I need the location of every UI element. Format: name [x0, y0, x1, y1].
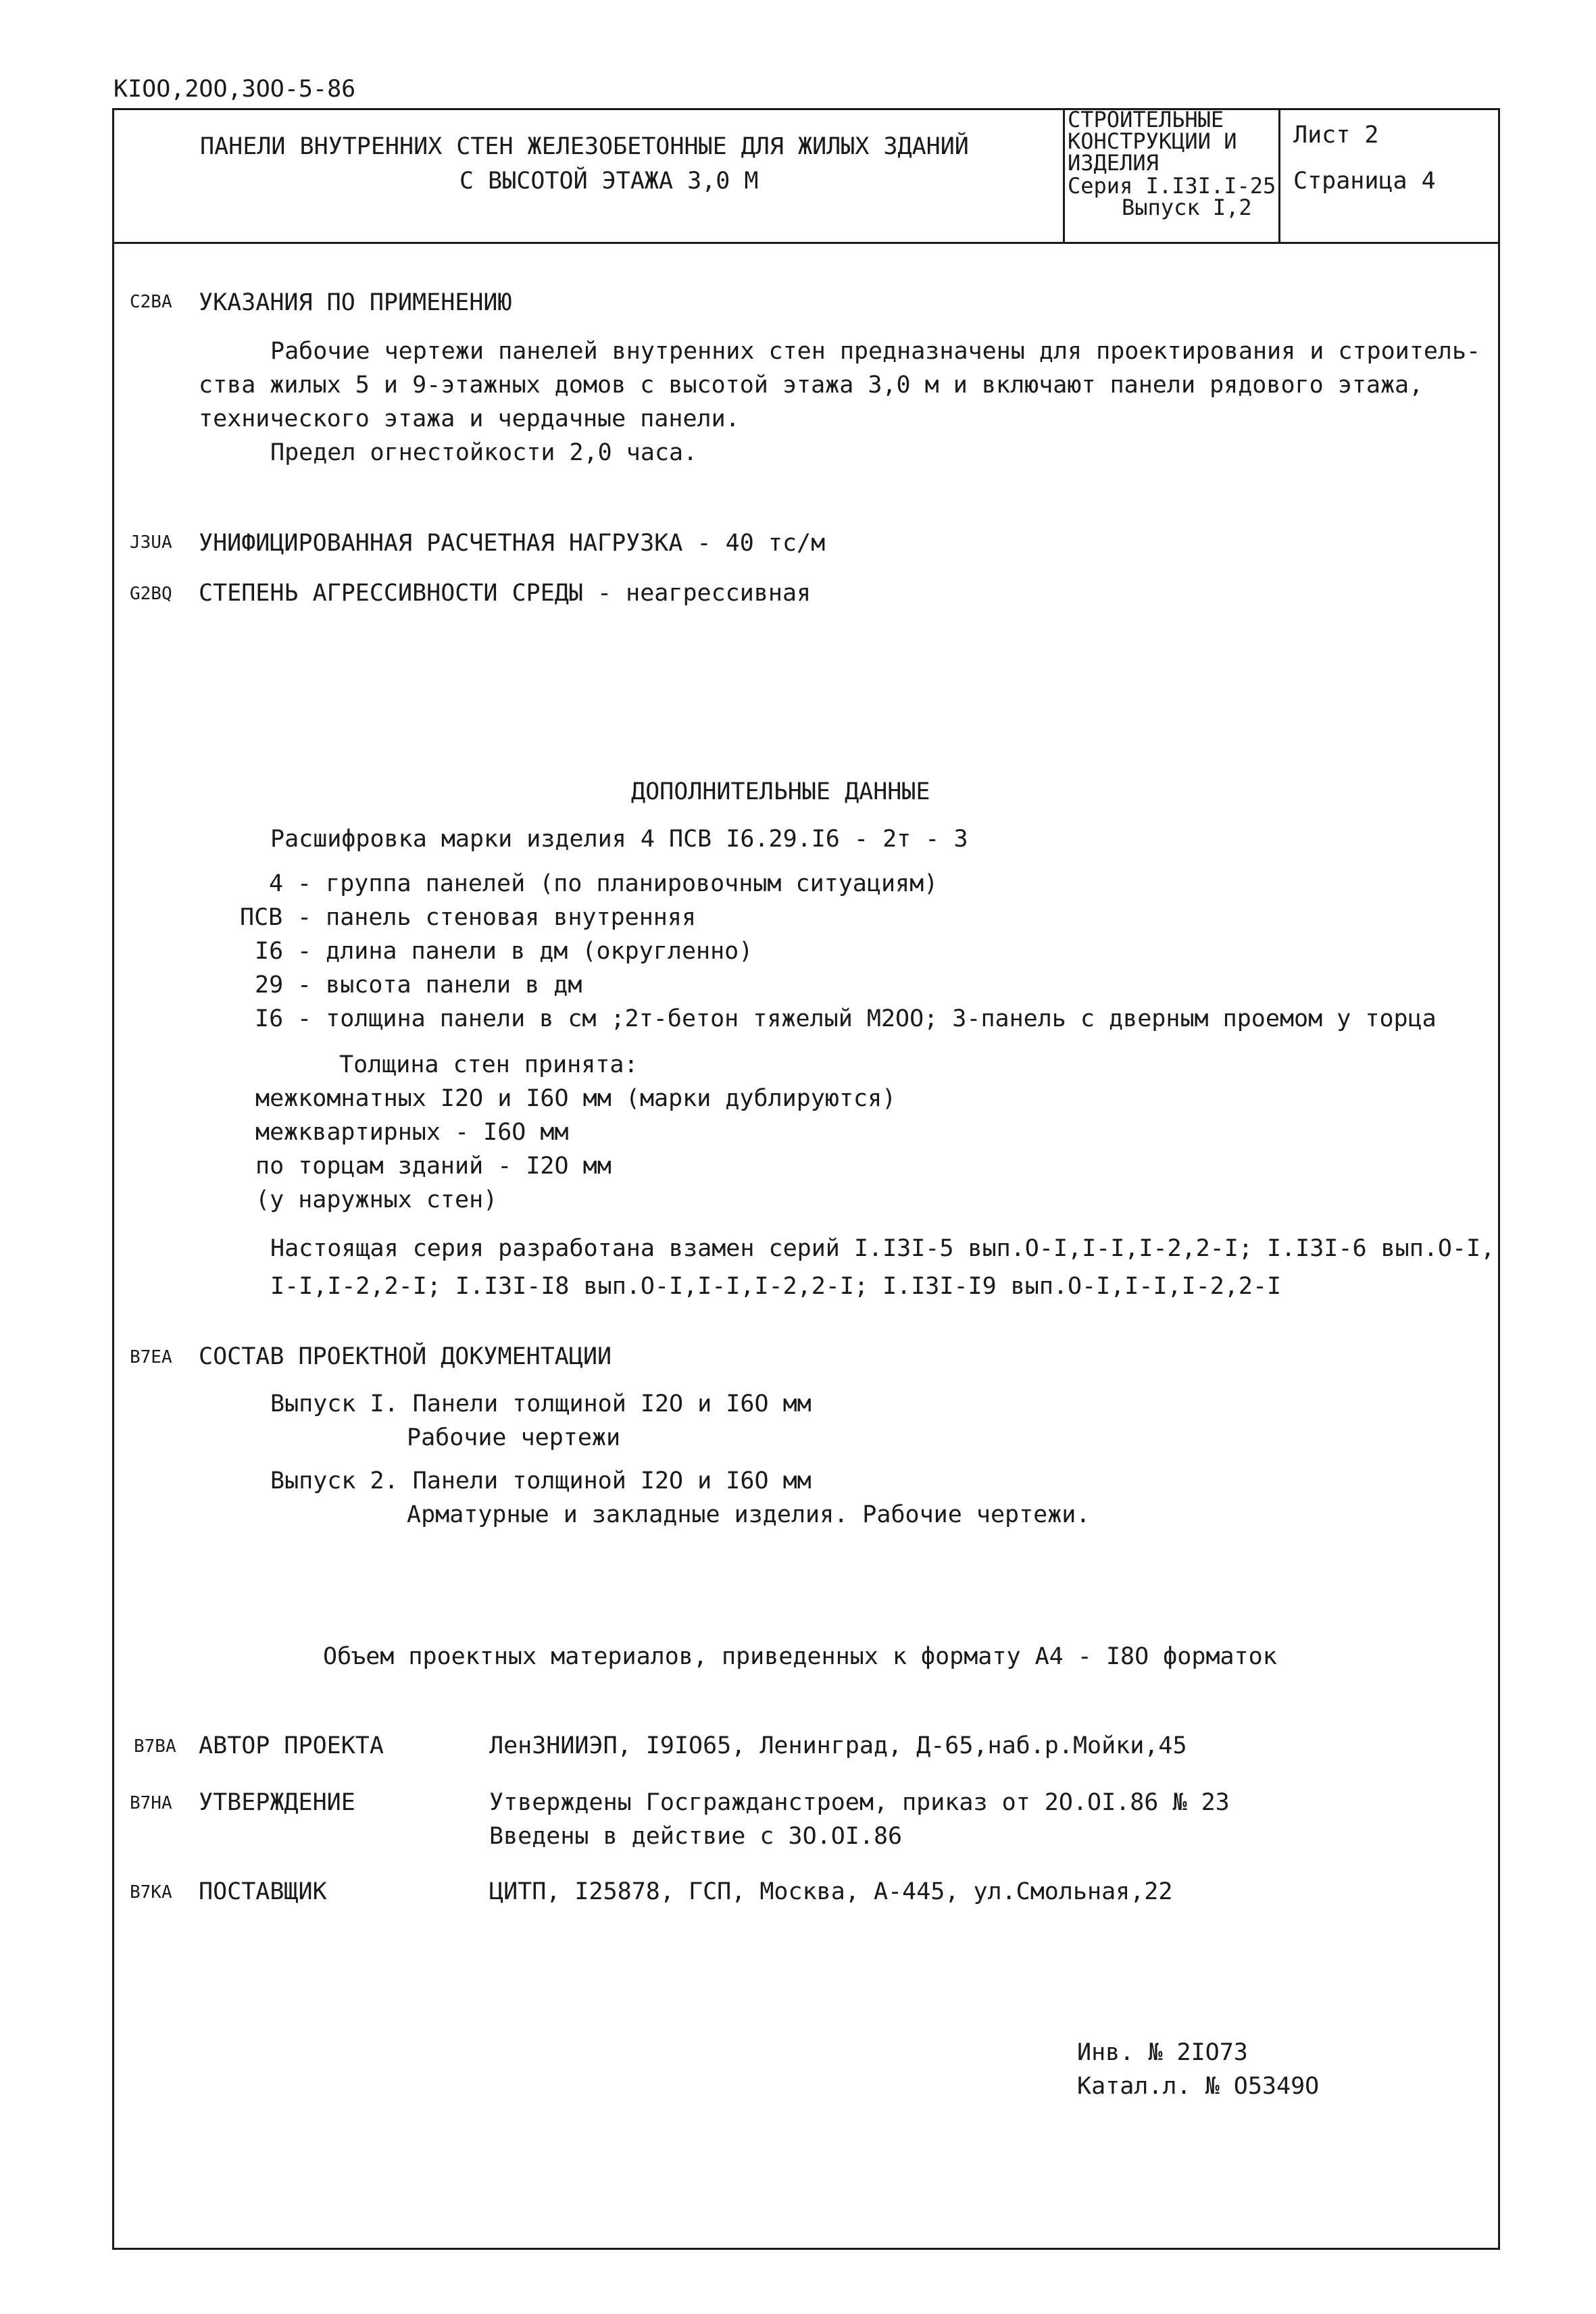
thickness-line: (у наружных стен) [255, 1186, 498, 1213]
header-page: Страница 4 [1293, 168, 1436, 195]
section-code-author: B7BA [134, 1736, 176, 1757]
marking-item-text: - высота панели в дм [297, 972, 582, 999]
marking-decoding: Расшифровка марки изделия 4 ПСВ I6.29.I6 - 2т - 3 [270, 826, 968, 853]
load-value: - 40 тс/м [682, 530, 826, 557]
header-col-divider-2 [1278, 108, 1280, 243]
supplier-value: ЦИТП, I25878, ГСП, Москва, А-445, ул.Смольная,22 [489, 1878, 1173, 1905]
thickness-title: Толщина стен принята: [339, 1051, 639, 1078]
issue2-line1: Выпуск 2. Панели толщиной I2О и I6О мм [270, 1467, 812, 1494]
load-line [199, 530, 825, 557]
marking-item-key: 4 [269, 870, 284, 897]
marking-item-text: - панель стеновая внутренняя [297, 904, 697, 931]
extra-title: ДОПОЛНИТЕЛЬНЫЕ ДАННЫЕ [631, 778, 930, 805]
thickness-line: межкомнатных I2О и I6О мм (марки дублируются) [255, 1085, 897, 1112]
supplier-heading: ПОСТАВЩИК [199, 1878, 327, 1905]
thickness-line: межквартирных - I6О мм [255, 1119, 569, 1146]
section-heading-application: УКАЗАНИЯ ПО ПРИМЕНЕНИЮ [199, 289, 512, 316]
aggression-value: - неагрессивная [582, 580, 812, 607]
section-code-application: C2BA [130, 292, 172, 312]
header-sheet: Лист 2 [1293, 122, 1379, 149]
section-code-approval: B7HA [130, 1793, 172, 1813]
aggression-heading: СТЕПЕНЬ АГРЕССИВНОСТИ СРЕДЫ [199, 580, 583, 607]
header-divider [112, 242, 1500, 244]
author-value: ЛенЗНИИЭП, I9IО65, Ленинград, Д-65,наб.р.Мойки,45 [489, 1732, 1187, 1759]
load-heading: УНИФИЦИРОВАННАЯ РАСЧЕТНАЯ НАГРУЗКА [199, 530, 683, 557]
header-series: Серия I.I3I.I-25 [1068, 173, 1276, 199]
marking-item-text: - толщина панели в см ;2т-бетон тяжелый М2ОО; 3-панель с дверным проемом у торца [297, 1005, 1437, 1032]
author-heading: АВТОР ПРОЕКТА [199, 1732, 384, 1759]
issue1-line1: Выпуск I. Панели толщиной I2О и I6О мм [270, 1390, 812, 1417]
section-code-aggression: G2BQ [130, 584, 172, 604]
header-category-line2: КОНСТРУКЦИИ И [1068, 128, 1237, 154]
inventory-number: Инв. № 2IО73 [1077, 2039, 1248, 2066]
approval-line2: Введены в действие с 3О.ОI.86 [489, 1823, 903, 1850]
marking-item-text: - длина панели в дм (округленно) [297, 938, 753, 965]
approval-heading: УТВЕРЖДЕНИЕ [199, 1789, 355, 1816]
aggression-line [199, 580, 811, 607]
marking-item-key: I6 [255, 938, 284, 965]
section-code-supplier: B7KA [130, 1882, 172, 1903]
header-category-line3: ИЗДЕЛИЯ [1068, 150, 1159, 176]
marking-item-key: ПСВ [240, 904, 283, 931]
marking-item-key: 29 [255, 972, 284, 999]
catalog-number: Катал.л. № О5349О [1077, 2073, 1320, 2100]
thickness-line: по торцам зданий - I2О мм [255, 1153, 612, 1180]
application-text-line3: технического этажа и чердачные панели. [199, 405, 740, 432]
application-text-line2: ства жилых 5 и 9-этажных домов с высотой этажа 3,0 м и включают панели рядового этажа, [199, 372, 1424, 399]
issue1-line2: Рабочие чертежи [407, 1424, 621, 1451]
volume-line: Объем проектных материалов, приведенных к формату А4 - I8О форматок [323, 1643, 1277, 1670]
issue2-line2: Арматурные и закладные изделия. Рабочие чертежи. [407, 1501, 1091, 1528]
header-issue: Выпуск I,2 [1122, 195, 1252, 220]
header-col-divider-1 [1063, 108, 1065, 243]
header-title-line2: С ВЫСОТОЙ ЭТАЖА 3,0 М [459, 168, 759, 195]
approval-line1: Утверждены Госгражданстроем, приказ от 2О.ОI.86 № 23 [489, 1789, 1230, 1816]
section-code-composition: B7EA [130, 1347, 172, 1367]
application-text-line4: Предел огнестойкости 2,0 часа. [270, 439, 698, 466]
marking-item-key: I6 [255, 1005, 284, 1032]
header-title-line1: ПАНЕЛИ ВНУТРЕННИХ СТЕН ЖЕЛЕЗОБЕТОННЫЕ ДЛЯ ЖИЛЫХ ЗДАНИЙ [200, 133, 969, 160]
replaces-line1: Настоящая серия разработана взамен серий I.I3I-5 вып.О-I,I-I,I-2,2-I; I.I3I-6 вып.О-I, [270, 1235, 1495, 1262]
composition-heading: СОСТАВ ПРОЕКТНОЙ ДОКУМЕНТАЦИИ [199, 1343, 612, 1370]
replaces-line2: I-I,I-2,2-I; I.I3I-I8 вып.О-I,I-I,I-2,2-I; I.I3I-I9 вып.О-I,I-I,I-2,2-I [270, 1273, 1282, 1300]
section-code-load: J3UA [130, 532, 172, 553]
marking-item-text: - группа панелей (по планировочным ситуациям) [297, 870, 939, 897]
header-category-line1: СТРОИТЕЛЬНЫЕ [1068, 107, 1224, 132]
document-code: КIОО,2ОО,3ОО-5-86 [114, 76, 356, 103]
application-text-line1: Рабочие чертежи панелей внутренних стен предназначены для проектирования и строитель- [270, 338, 1481, 365]
